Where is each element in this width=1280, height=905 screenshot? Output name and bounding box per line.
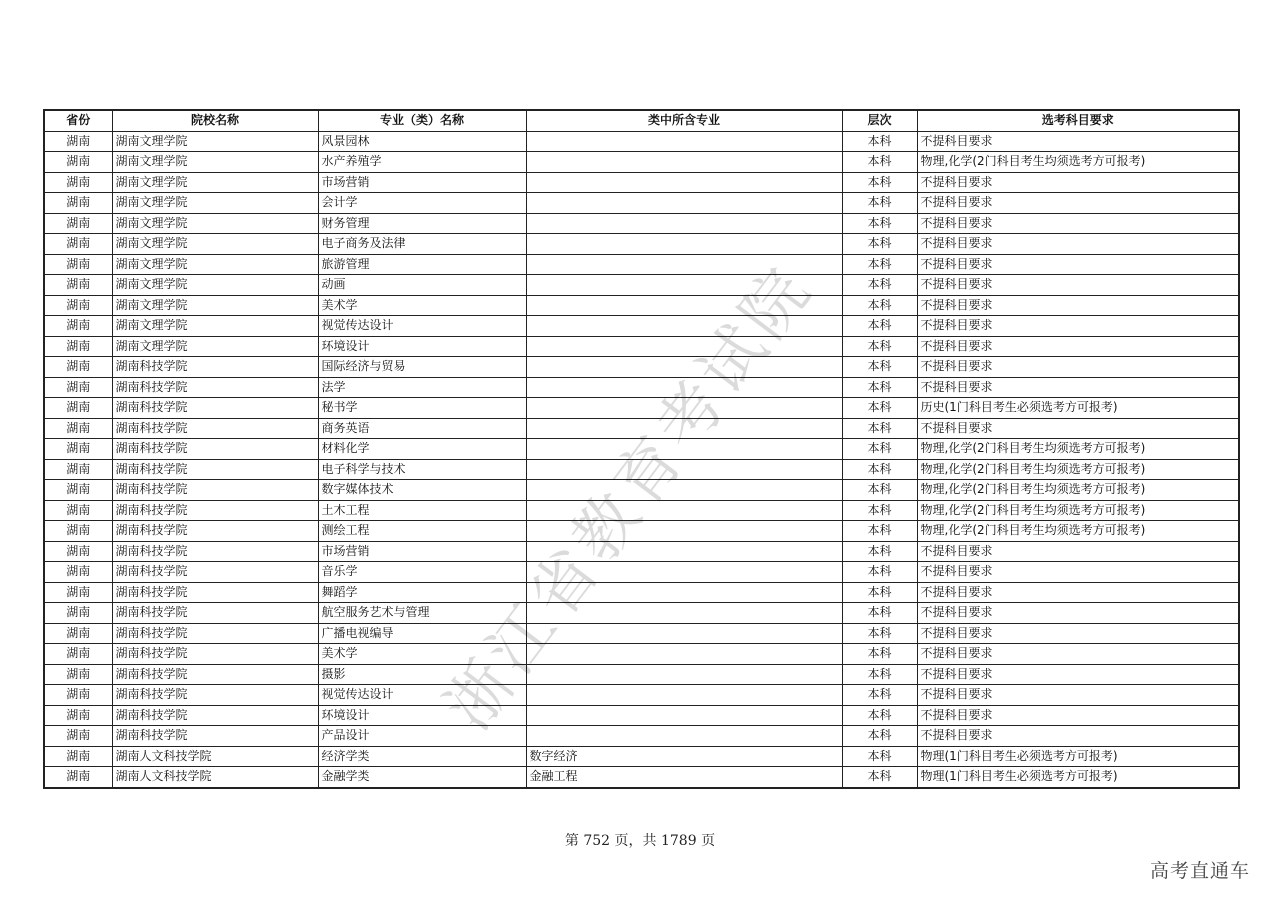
cell-level: 本科 (842, 172, 917, 193)
cell-school-name: 湖南科技学院 (112, 418, 318, 439)
table-row (44, 193, 1239, 214)
cell-subject-requirement: 物理,化学(2门科目考生均须选考方可报考) (917, 459, 1239, 480)
cell-major-name: 经济学类 (318, 746, 526, 767)
cell-subject-requirement: 物理(1门科目考生必须选考方可报考) (917, 746, 1239, 767)
table-row (44, 623, 1239, 644)
cell-school-name: 湖南科技学院 (112, 582, 318, 603)
cell-major-name: 商务英语 (318, 418, 526, 439)
table-row (44, 603, 1239, 624)
cell-included-majors: 数字经济 (526, 746, 842, 767)
cell-subject-requirement: 不提科目要求 (917, 131, 1239, 152)
cell-province: 湖南 (44, 664, 112, 685)
cell-included-majors: 金融工程 (526, 767, 842, 788)
cell-level: 本科 (842, 193, 917, 214)
cell-subject-requirement: 不提科目要求 (917, 562, 1239, 583)
cell-major-name: 音乐学 (318, 562, 526, 583)
cell-included-majors (526, 316, 842, 337)
cell-province: 湖南 (44, 726, 112, 747)
table-row (44, 377, 1239, 398)
cell-school-name: 湖南文理学院 (112, 275, 318, 296)
cell-school-name: 湖南科技学院 (112, 377, 318, 398)
cell-major-name: 秘书学 (318, 398, 526, 419)
cell-level: 本科 (842, 521, 917, 542)
table-row (44, 767, 1239, 788)
cell-school-name: 湖南文理学院 (112, 254, 318, 275)
cell-major-name: 金融学类 (318, 767, 526, 788)
table-row (44, 705, 1239, 726)
table-row (44, 746, 1239, 767)
cell-province: 湖南 (44, 500, 112, 521)
cell-included-majors (526, 131, 842, 152)
cell-school-name: 湖南科技学院 (112, 685, 318, 706)
cell-level: 本科 (842, 623, 917, 644)
cell-province: 湖南 (44, 582, 112, 603)
cell-school-name: 湖南文理学院 (112, 316, 318, 337)
cell-major-name: 电子科学与技术 (318, 459, 526, 480)
table-row (44, 234, 1239, 255)
cell-school-name: 湖南文理学院 (112, 336, 318, 357)
cell-included-majors (526, 562, 842, 583)
cell-included-majors (526, 582, 842, 603)
cell-province: 湖南 (44, 623, 112, 644)
cell-included-majors (526, 398, 842, 419)
table-row (44, 357, 1239, 378)
cell-province: 湖南 (44, 152, 112, 173)
cell-level: 本科 (842, 705, 917, 726)
cell-level: 本科 (842, 459, 917, 480)
cell-subject-requirement: 不提科目要求 (917, 726, 1239, 747)
cell-included-majors (526, 623, 842, 644)
cell-included-majors (526, 521, 842, 542)
table-row (44, 336, 1239, 357)
cell-province: 湖南 (44, 480, 112, 501)
cell-province: 湖南 (44, 172, 112, 193)
header-school-name: 院校名称 (112, 110, 318, 131)
cell-level: 本科 (842, 664, 917, 685)
cell-province: 湖南 (44, 254, 112, 275)
cell-province: 湖南 (44, 398, 112, 419)
cell-level: 本科 (842, 398, 917, 419)
cell-level: 本科 (842, 500, 917, 521)
cell-province: 湖南 (44, 767, 112, 788)
cell-province: 湖南 (44, 644, 112, 665)
cell-major-name: 水产养殖学 (318, 152, 526, 173)
cell-level: 本科 (842, 767, 917, 788)
cell-subject-requirement: 不提科目要求 (917, 295, 1239, 316)
cell-major-name: 土木工程 (318, 500, 526, 521)
cell-subject-requirement: 不提科目要求 (917, 213, 1239, 234)
table-row (44, 664, 1239, 685)
table-row (44, 726, 1239, 747)
cell-included-majors (526, 439, 842, 460)
cell-school-name: 湖南科技学院 (112, 439, 318, 460)
cell-major-name: 广播电视编导 (318, 623, 526, 644)
cell-subject-requirement: 物理,化学(2门科目考生均须选考方可报考) (917, 500, 1239, 521)
header-province: 省份 (44, 110, 112, 131)
table-row (44, 131, 1239, 152)
cell-subject-requirement: 不提科目要求 (917, 336, 1239, 357)
cell-province: 湖南 (44, 685, 112, 706)
cell-province: 湖南 (44, 336, 112, 357)
cell-school-name: 湖南科技学院 (112, 664, 318, 685)
cell-level: 本科 (842, 480, 917, 501)
cell-level: 本科 (842, 418, 917, 439)
cell-major-name: 市场营销 (318, 541, 526, 562)
cell-included-majors (526, 480, 842, 501)
cell-major-name: 测绘工程 (318, 521, 526, 542)
table-row (44, 439, 1239, 460)
cell-province: 湖南 (44, 562, 112, 583)
cell-major-name: 动画 (318, 275, 526, 296)
cell-province: 湖南 (44, 705, 112, 726)
cell-major-name: 美术学 (318, 644, 526, 665)
cell-school-name: 湖南科技学院 (112, 459, 318, 480)
cell-major-name: 航空服务艺术与管理 (318, 603, 526, 624)
cell-included-majors (526, 336, 842, 357)
cell-province: 湖南 (44, 275, 112, 296)
table-row (44, 582, 1239, 603)
table-row (44, 459, 1239, 480)
cell-included-majors (526, 193, 842, 214)
table-row (44, 316, 1239, 337)
cell-major-name: 数字媒体技术 (318, 480, 526, 501)
header-subject-requirement: 选考科目要求 (917, 110, 1239, 131)
table-row (44, 541, 1239, 562)
cell-included-majors (526, 213, 842, 234)
cell-included-majors (526, 459, 842, 480)
table-row (44, 152, 1239, 173)
corner-brand-mark: 高考直通车 (1149, 860, 1250, 882)
cell-school-name: 湖南科技学院 (112, 603, 318, 624)
cell-subject-requirement: 不提科目要求 (917, 377, 1239, 398)
cell-school-name: 湖南科技学院 (112, 500, 318, 521)
cell-included-majors (526, 275, 842, 296)
cell-level: 本科 (842, 213, 917, 234)
table-body (44, 131, 1239, 788)
cell-included-majors (526, 726, 842, 747)
cell-major-name: 舞蹈学 (318, 582, 526, 603)
cell-level: 本科 (842, 685, 917, 706)
cell-major-name: 环境设计 (318, 336, 526, 357)
page-number-footer: 第 752 页，共 1789 页 (564, 833, 716, 849)
cell-included-majors (526, 295, 842, 316)
cell-school-name: 湖南科技学院 (112, 398, 318, 419)
table-row (44, 172, 1239, 193)
cell-subject-requirement: 物理,化学(2门科目考生均须选考方可报考) (917, 439, 1239, 460)
cell-province: 湖南 (44, 131, 112, 152)
cell-subject-requirement: 不提科目要求 (917, 357, 1239, 378)
cell-major-name: 美术学 (318, 295, 526, 316)
cell-level: 本科 (842, 152, 917, 173)
cell-school-name: 湖南科技学院 (112, 623, 318, 644)
cell-included-majors (526, 418, 842, 439)
cell-subject-requirement: 历史(1门科目考生必须选考方可报考) (917, 398, 1239, 419)
cell-included-majors (526, 377, 842, 398)
cell-major-name: 财务管理 (318, 213, 526, 234)
cell-level: 本科 (842, 603, 917, 624)
cell-province: 湖南 (44, 541, 112, 562)
cell-school-name: 湖南科技学院 (112, 705, 318, 726)
cell-level: 本科 (842, 377, 917, 398)
cell-province: 湖南 (44, 316, 112, 337)
cell-level: 本科 (842, 316, 917, 337)
cell-major-name: 市场营销 (318, 172, 526, 193)
cell-level: 本科 (842, 541, 917, 562)
cell-level: 本科 (842, 562, 917, 583)
cell-school-name: 湖南文理学院 (112, 131, 318, 152)
cell-school-name: 湖南文理学院 (112, 234, 318, 255)
cell-subject-requirement: 不提科目要求 (917, 234, 1239, 255)
cell-subject-requirement: 物理,化学(2门科目考生均须选考方可报考) (917, 480, 1239, 501)
cell-major-name: 会计学 (318, 193, 526, 214)
cell-major-name: 环境设计 (318, 705, 526, 726)
cell-subject-requirement: 不提科目要求 (917, 582, 1239, 603)
cell-major-name: 风景园林 (318, 131, 526, 152)
cell-subject-requirement: 不提科目要求 (917, 685, 1239, 706)
cell-level: 本科 (842, 726, 917, 747)
cell-province: 湖南 (44, 193, 112, 214)
header-major-name: 专业（类）名称 (318, 110, 526, 131)
table-header (44, 110, 1239, 131)
cell-major-name: 旅游管理 (318, 254, 526, 275)
cell-school-name: 湖南文理学院 (112, 193, 318, 214)
admission-requirements-table (43, 109, 1240, 789)
cell-subject-requirement: 不提科目要求 (917, 254, 1239, 275)
cell-included-majors (526, 541, 842, 562)
cell-school-name: 湖南文理学院 (112, 213, 318, 234)
cell-level: 本科 (842, 336, 917, 357)
cell-province: 湖南 (44, 295, 112, 316)
cell-included-majors (526, 603, 842, 624)
table-row (44, 562, 1239, 583)
cell-included-majors (526, 172, 842, 193)
cell-included-majors (526, 152, 842, 173)
table-row (44, 213, 1239, 234)
cell-school-name: 湖南科技学院 (112, 480, 318, 501)
cell-school-name: 湖南人文科技学院 (112, 746, 318, 767)
cell-province: 湖南 (44, 746, 112, 767)
watermark: 浙江省教育考试院 (431, 251, 828, 744)
cell-school-name: 湖南人文科技学院 (112, 767, 318, 788)
cell-major-name: 视觉传达设计 (318, 316, 526, 337)
cell-major-name: 法学 (318, 377, 526, 398)
table-row (44, 644, 1239, 665)
cell-subject-requirement: 不提科目要求 (917, 316, 1239, 337)
cell-province: 湖南 (44, 234, 112, 255)
cell-school-name: 湖南文理学院 (112, 295, 318, 316)
table-row (44, 418, 1239, 439)
cell-included-majors (526, 254, 842, 275)
cell-major-name: 视觉传达设计 (318, 685, 526, 706)
table-row (44, 521, 1239, 542)
cell-school-name: 湖南科技学院 (112, 521, 318, 542)
cell-included-majors (526, 685, 842, 706)
table-row (44, 295, 1239, 316)
cell-included-majors (526, 644, 842, 665)
header-level: 层次 (842, 110, 917, 131)
cell-level: 本科 (842, 644, 917, 665)
table-row (44, 275, 1239, 296)
cell-included-majors (526, 705, 842, 726)
header-included-majors: 类中所含专业 (526, 110, 842, 131)
cell-subject-requirement: 不提科目要求 (917, 193, 1239, 214)
table-row (44, 480, 1239, 501)
cell-subject-requirement: 不提科目要求 (917, 664, 1239, 685)
cell-major-name: 产品设计 (318, 726, 526, 747)
cell-level: 本科 (842, 234, 917, 255)
table-row (44, 398, 1239, 419)
table-row (44, 500, 1239, 521)
cell-subject-requirement: 不提科目要求 (917, 541, 1239, 562)
cell-major-name: 国际经济与贸易 (318, 357, 526, 378)
cell-subject-requirement: 不提科目要求 (917, 644, 1239, 665)
cell-major-name: 摄影 (318, 664, 526, 685)
cell-province: 湖南 (44, 357, 112, 378)
cell-subject-requirement: 不提科目要求 (917, 623, 1239, 644)
cell-school-name: 湖南科技学院 (112, 726, 318, 747)
cell-school-name: 湖南科技学院 (112, 562, 318, 583)
cell-subject-requirement: 不提科目要求 (917, 418, 1239, 439)
cell-included-majors (526, 664, 842, 685)
cell-level: 本科 (842, 275, 917, 296)
cell-subject-requirement: 物理(1门科目考生必须选考方可报考) (917, 767, 1239, 788)
cell-school-name: 湖南科技学院 (112, 644, 318, 665)
cell-included-majors (526, 500, 842, 521)
cell-level: 本科 (842, 746, 917, 767)
cell-subject-requirement: 不提科目要求 (917, 705, 1239, 726)
cell-school-name: 湖南文理学院 (112, 172, 318, 193)
cell-major-name: 材料化学 (318, 439, 526, 460)
cell-major-name: 电子商务及法律 (318, 234, 526, 255)
cell-province: 湖南 (44, 459, 112, 480)
cell-level: 本科 (842, 582, 917, 603)
cell-subject-requirement: 不提科目要求 (917, 275, 1239, 296)
cell-province: 湖南 (44, 603, 112, 624)
table-row (44, 254, 1239, 275)
cell-included-majors (526, 357, 842, 378)
cell-school-name: 湖南文理学院 (112, 152, 318, 173)
cell-school-name: 湖南科技学院 (112, 541, 318, 562)
cell-level: 本科 (842, 295, 917, 316)
cell-province: 湖南 (44, 213, 112, 234)
cell-level: 本科 (842, 439, 917, 460)
cell-school-name: 湖南科技学院 (112, 357, 318, 378)
cell-level: 本科 (842, 131, 917, 152)
cell-subject-requirement: 不提科目要求 (917, 603, 1239, 624)
cell-province: 湖南 (44, 439, 112, 460)
cell-subject-requirement: 物理,化学(2门科目考生均须选考方可报考) (917, 152, 1239, 173)
cell-subject-requirement: 不提科目要求 (917, 172, 1239, 193)
cell-subject-requirement: 物理,化学(2门科目考生均须选考方可报考) (917, 521, 1239, 542)
cell-included-majors (526, 234, 842, 255)
table-row (44, 685, 1239, 706)
cell-province: 湖南 (44, 377, 112, 398)
cell-province: 湖南 (44, 521, 112, 542)
cell-level: 本科 (842, 254, 917, 275)
cell-level: 本科 (842, 357, 917, 378)
cell-province: 湖南 (44, 418, 112, 439)
